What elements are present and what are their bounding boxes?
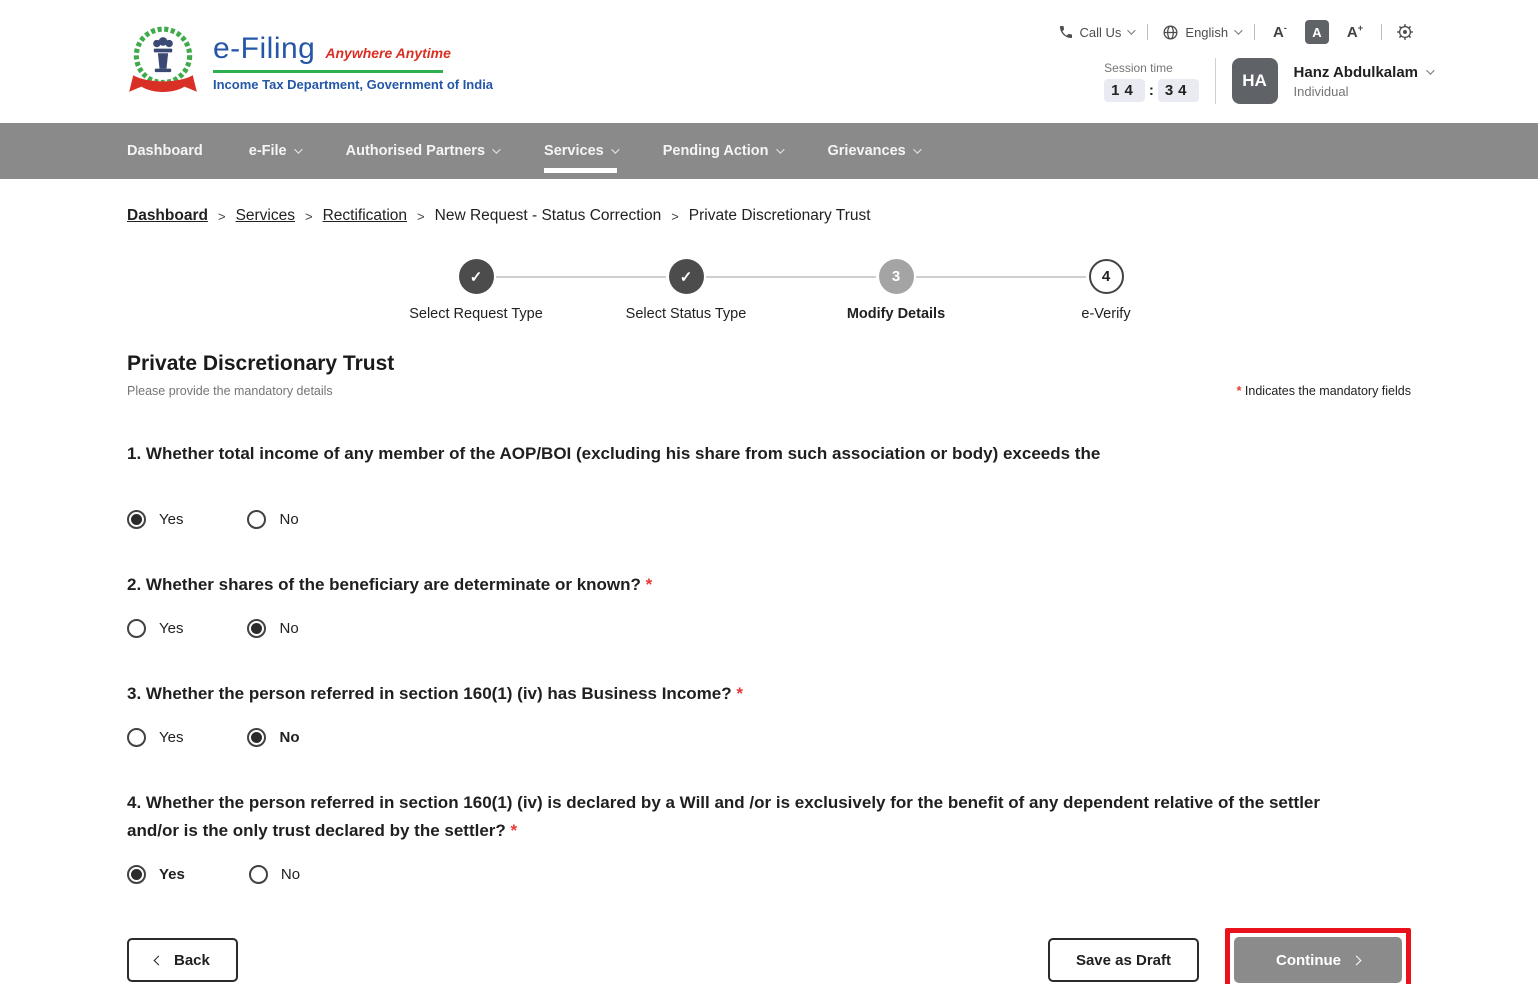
divider [1147,24,1148,40]
question-4-options [127,865,1411,884]
question-1-options [127,510,1411,529]
step-select-request-type: ✓ Select Request Type [371,259,581,322]
chevron-down-icon [776,145,784,153]
breadcrumb-separator: > [417,208,425,224]
chevron-down-icon [1426,66,1434,74]
question-2-options [127,619,1411,638]
breadcrumb-rectification[interactable]: Rectification [322,207,408,224]
main-nav [0,123,1538,179]
radio-icon [127,619,146,638]
required-asterisk: * [510,821,518,841]
question-3-radio-yes[interactable]: Yes [127,728,183,747]
chevron-left-icon [154,955,164,965]
user-info[interactable] [1294,64,1432,99]
font-default-button[interactable]: A [1305,20,1329,44]
step-check-icon: ✓ [459,259,494,294]
question-2 [127,571,1411,638]
chevron-down-icon [611,145,619,153]
question-2-radio-no[interactable]: No [247,619,298,638]
radio-icon [249,865,268,884]
question-3 [127,680,1411,747]
breadcrumb-services[interactable]: Services [235,207,295,224]
efiling-logo [127,22,493,104]
chevron-down-icon [1128,26,1136,34]
globe-icon [1162,24,1179,41]
page-subtitle: Please provide the mandatory details [127,384,333,398]
breadcrumb [127,207,1411,225]
settings-gear-icon[interactable] [1396,23,1414,41]
question-1-radio-yes[interactable]: Yes [127,510,183,529]
radio-icon [127,510,146,529]
user-name: Hanz Abdulkalam [1293,63,1418,81]
language-menu[interactable] [1162,24,1240,41]
session-time-label: Session time [1104,60,1173,75]
chevron-down-icon [492,145,500,153]
annotation-highlight-box [1225,928,1411,984]
nav-services[interactable]: Services [544,123,617,179]
session-timer [1104,61,1198,102]
language-label: English [1185,24,1229,40]
radio-icon [127,865,146,884]
chevron-down-icon [1234,26,1242,34]
brand-tagline: Anywhere Anytime [325,45,451,61]
question-1 [127,440,1411,529]
step-e-verify: 4 e-Verify [1001,259,1211,322]
question-3-options [127,728,1411,747]
question-4-radio-yes[interactable]: Yes [127,865,185,884]
call-us-menu[interactable] [1058,24,1134,40]
font-decrease-button[interactable]: A- [1273,23,1287,41]
save-as-draft-button[interactable]: Save as Draft [1048,938,1199,982]
question-1-radio-no[interactable]: No [247,510,298,529]
step-check-icon: ✓ [669,259,704,294]
question-4-radio-no[interactable]: No [249,865,300,884]
font-increase-button[interactable]: A+ [1346,23,1363,41]
divider [1381,24,1382,40]
breadcrumb-separator: > [305,208,313,224]
question-4-text: 4. Whether the person referred in section 160(1) (iv) is declared by a Will and /or is exclusively for the benefit of any dependent relative of the settler and/or is the only trust declared by the settler? * [127,793,1321,841]
divider [1254,24,1255,40]
step-number: 4 [1089,259,1124,294]
chevron-right-icon [1352,955,1362,965]
step-select-status-type: ✓ Select Status Type [581,259,791,322]
radio-icon [247,728,266,747]
required-asterisk: * [645,575,653,595]
nav-authorised-partners[interactable]: Authorised Partners [346,123,498,179]
required-asterisk: * [736,684,743,704]
divider [1215,58,1216,104]
question-3-radio-no[interactable]: No [247,728,299,747]
breadcrumb-separator: > [671,208,679,224]
nav-efile[interactable]: e-File [249,123,300,179]
session-colon: : [1148,81,1154,99]
radio-icon [247,619,266,638]
brand-divider [213,70,443,73]
main-content [0,207,1538,984]
call-us-label: Call Us [1079,24,1122,40]
utility-bar [1058,20,1415,44]
progress-stepper [371,259,1211,322]
user-area [1104,58,1432,104]
step-number: 3 [879,259,914,294]
mandatory-fields-note: * Indicates the mandatory fields [1236,384,1411,398]
session-minutes: 14 [1104,79,1145,102]
question-3-text: 3. Whether the person referred in section 160(1) (iv) has Business Income? * [127,684,743,704]
step-modify-details: 3 Modify Details [791,259,1001,322]
chevron-down-icon [294,145,302,153]
breadcrumb-dashboard[interactable]: Dashboard [127,207,208,224]
nav-grievances[interactable]: Grievances [828,123,919,179]
session-seconds: 34 [1158,79,1199,102]
breadcrumb-current-page: Private Discretionary Trust [688,207,871,224]
header [0,0,1538,123]
question-1-text: 1. Whether total income of any member of the AOP/BOI (excluding his share from such association or body) exceeds the [127,444,1101,463]
radio-icon [247,510,266,529]
department-name: Income Tax Department, Government of India [213,77,494,92]
question-4 [127,789,1411,884]
user-role: Individual [1293,83,1349,99]
form-actions [127,928,1411,984]
brand-name: e-Filing [213,32,316,65]
back-button[interactable]: Back [127,938,238,982]
nav-dashboard[interactable]: Dashboard [127,143,203,159]
page-title: Private Discretionary Trust [127,352,395,375]
nav-pending-action[interactable]: Pending Action [663,123,782,179]
title-block [127,352,1411,398]
phone-icon [1058,24,1074,40]
breadcrumb-separator: > [217,208,226,224]
question-2-radio-yes[interactable]: Yes [127,619,183,638]
continue-button[interactable]: Continue [1234,937,1402,983]
radio-icon [127,728,146,747]
chevron-down-icon [913,145,921,153]
income-tax-emblem-icon [127,22,199,104]
question-2-text: 2. Whether shares of the beneficiary are determinate or known? * [127,575,653,595]
breadcrumb-new-request: New Request - Status Correction [434,207,662,224]
avatar[interactable]: HA [1232,58,1278,104]
